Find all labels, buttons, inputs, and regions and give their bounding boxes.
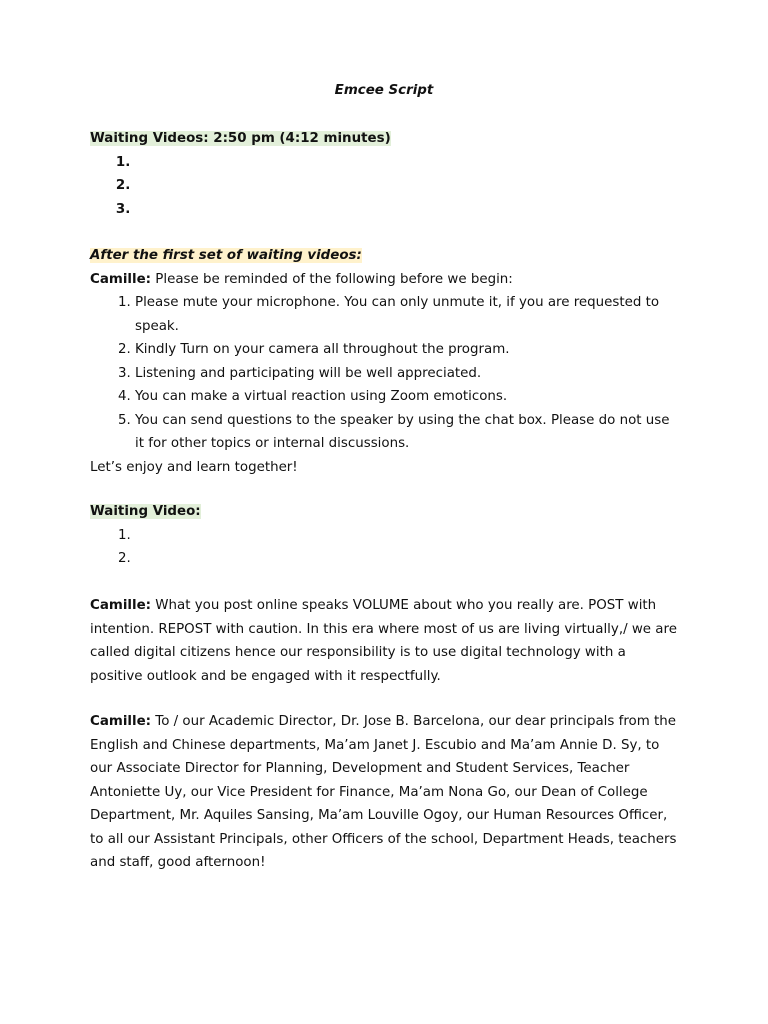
speaker-label: Camille: [90,271,152,287]
reminders-intro: Please be reminded of the following before we begin: [151,271,513,287]
list-item: 2. Kindly Turn on your camera all throughout the program. [135,338,680,362]
waiting-videos-heading: Waiting Videos: 2:50 pm (4:12 minutes) [90,131,391,146]
reminders-closing: Let’s enjoy and learn together! [90,459,298,475]
reminders-heading: After the first set of waiting videos: [90,248,362,263]
list-item [135,524,680,548]
speaker-label: Camille: [90,598,152,613]
waiting-videos-section [90,127,680,221]
paragraph-text: To / our Academic Director, Dr. Jose B. Barcelona, our dear principals from the English and Chinese departments, Ma’am Janet J. Escubio and Ma’am Annie D. Sy, to our Associate Director for Planning, Development and Student Services, Teacher Antoniette Uy, our Vice President for Finance, Ma’am Nona Go, our Dean of College Department, Mr. Aquiles Sansing, Ma’am Louville Ogoy, our Human Resources Officer, to all our Assistant Principals, other Officers of the school, Department Heads, teachers and staff, good afternoon! [90,714,677,870]
list-item [135,151,680,175]
list-item: 3. Listening and participating will be well appreciated. [135,362,680,386]
waiting-video-list [90,524,680,571]
list-item [135,547,680,571]
waiting-video-heading: Waiting Video: [90,504,201,519]
reminders-section [90,244,680,479]
waiting-video-section [90,500,680,571]
digital-citizen-paragraph [90,594,680,688]
list-item: 4. You can make a virtual reaction using Zoom emoticons. [135,385,680,409]
reminders-list [90,291,680,456]
speaker-label: Camille: [90,714,152,729]
paragraph-text: What you post online speaks VOLUME about who you really are. POST with intention. REPOST with caution. In this era where most of us are living virtually,/ we are called digital citizens hence our responsibility is to use digital technology with a positive outlook and be engaged with it respectfully. [90,598,677,684]
list-item: 5. You can send questions to the speaker by using the chat box. Please do not use it for other topics or internal discussions. [135,409,680,456]
greeting-paragraph [90,710,680,875]
list-item [135,174,680,198]
list-item: 1. Please mute your microphone. You can only unmute it, if you are requested to speak. [135,291,680,338]
document-title: Emcee Script [334,83,434,98]
waiting-videos-list [90,151,680,222]
list-item [135,198,680,222]
